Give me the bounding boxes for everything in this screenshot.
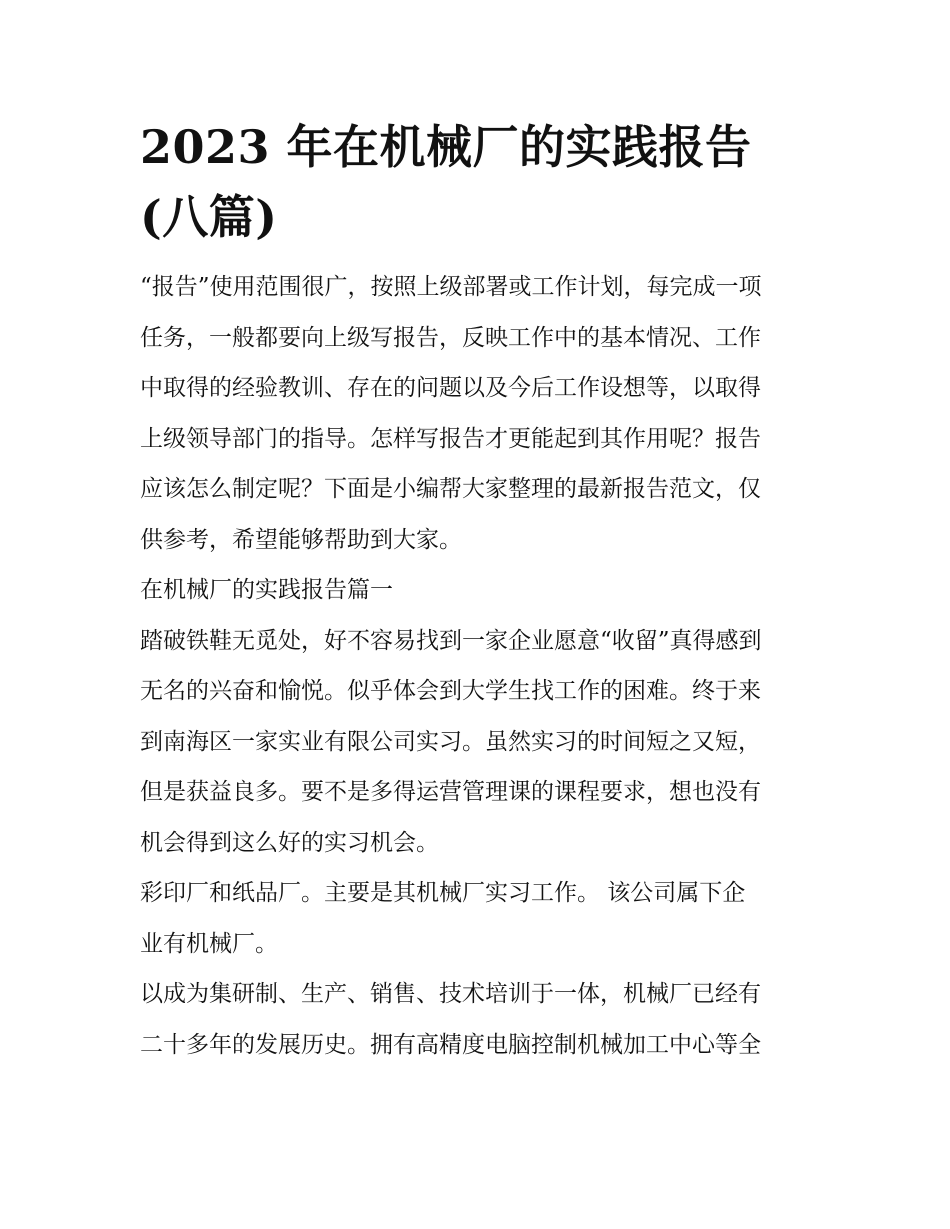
text-line: 供参考，希望能够帮助到大家。 (140, 526, 462, 553)
text-line: 到南海区一家实业有限公司实习。虽然实习的时间短之又短， (140, 728, 761, 755)
text-line: 机会得到这么好的实习机会。 (140, 829, 439, 856)
paragraph (140, 969, 820, 1070)
text-line: 踏破铁鞋无觅处，好不容易找到一家企业愿意“收留”真得感到 (140, 627, 762, 654)
text-line: 应该怎么制定呢？下面是小编帮大家整理的最新报告范文，仅 (140, 476, 761, 502)
paragraph (140, 616, 820, 869)
text-line: “报告”使用范围很广，按照上级部署或工作计划，每完成一项 (140, 274, 762, 300)
text-line: 任务，一般都要向上级写报告，反映工作中的基本情况、工作 (140, 324, 761, 351)
document-page (140, 112, 820, 1070)
text-line: 业有机械厂。 (140, 930, 278, 957)
text-line: 无名的兴奋和愉悦。似乎体会到大学生找工作的困难。终于来 (140, 678, 761, 704)
text-line: 二十多年的发展历史。拥有高精度电脑控制机械加工中心等全 (140, 1031, 761, 1058)
text-line: 中取得的经验教训、存在的问题以及今后工作设想等，以取得 (140, 375, 761, 401)
paragraph-intro (140, 262, 820, 565)
title-line: (八篇) (140, 190, 278, 244)
text-line: 但是获益良多。要不是多得运营管理课的课程要求，想也没有 (140, 779, 761, 805)
document-body (140, 262, 820, 1070)
text-line: 以成为集研制、生产、销售、技术培训于一体，机械厂已经有 (140, 981, 761, 1007)
text-line: 在机械厂的实践报告篇一 (140, 577, 393, 603)
title-line: 2023 年在机械厂的实践报告 (140, 120, 752, 174)
paragraph (140, 868, 820, 969)
document-title (140, 112, 820, 252)
text-line: 上级领导部门的指导。怎样写报告才更能起到其作用呢？报告 (140, 425, 761, 452)
section-heading (140, 565, 820, 616)
text-line: 彩印厂和纸品厂。主要是其机械厂实习工作。 该公司属下企 (140, 880, 746, 906)
